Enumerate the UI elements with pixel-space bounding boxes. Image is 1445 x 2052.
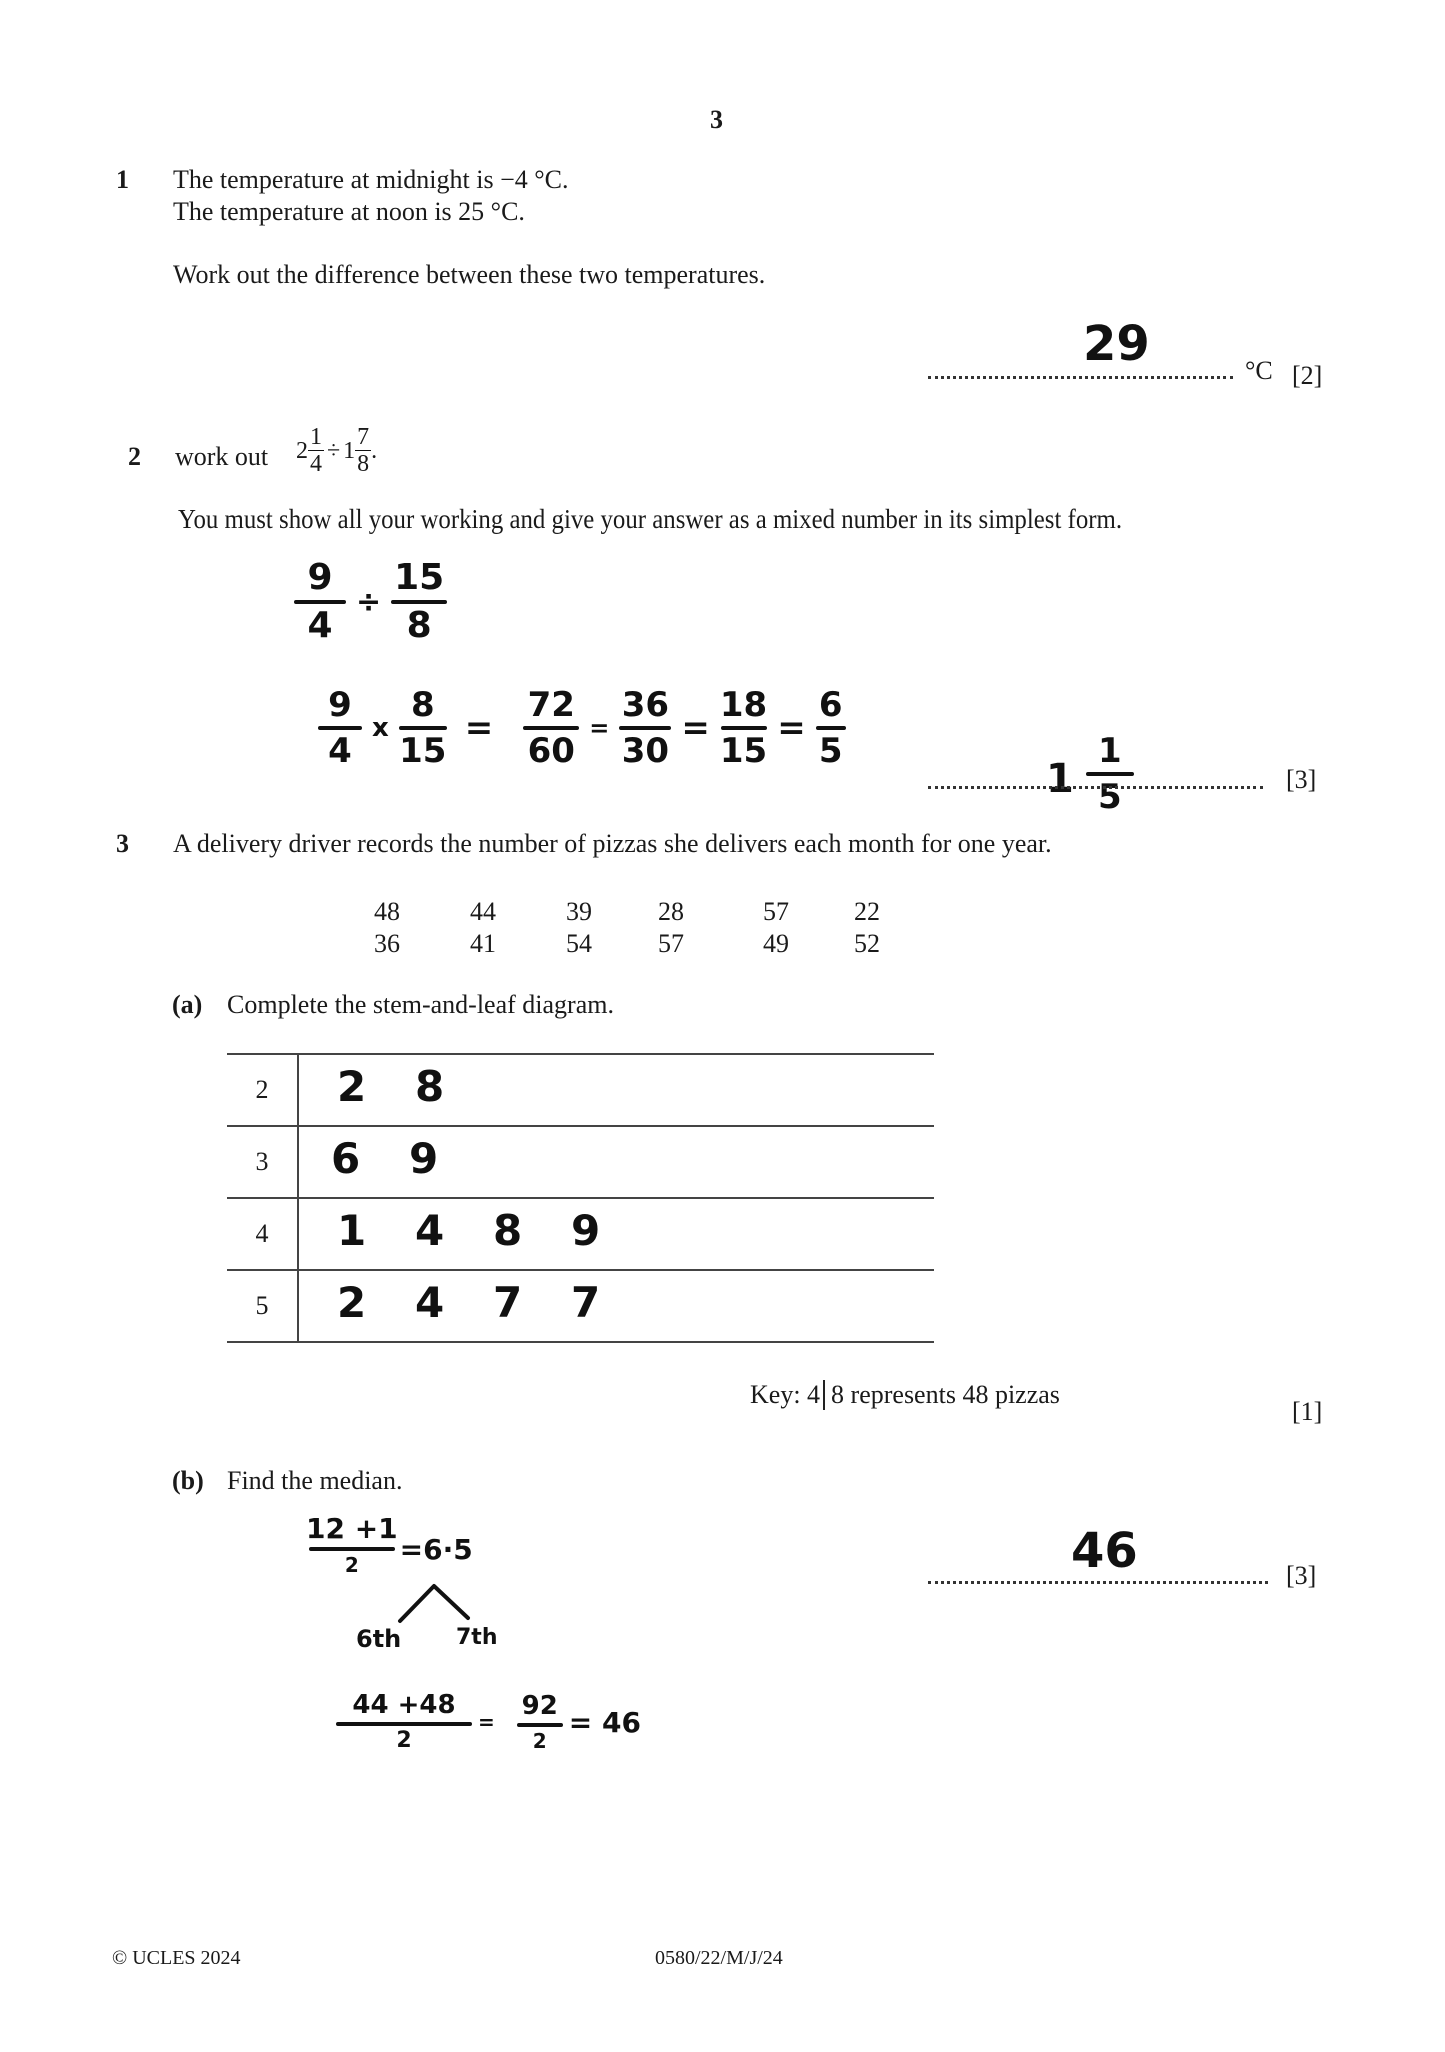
denominator: 8 bbox=[406, 605, 432, 646]
fraction-bar bbox=[517, 1723, 563, 1727]
data-value: 28 bbox=[658, 897, 684, 926]
data-value: 22 bbox=[854, 897, 880, 926]
data-value: 57 bbox=[763, 897, 789, 926]
hand-fraction bbox=[523, 685, 579, 771]
numerator: 18 bbox=[719, 685, 768, 725]
marks-label: [1] bbox=[1292, 1397, 1323, 1426]
data-value: 39 bbox=[566, 897, 592, 926]
fraction-bar bbox=[318, 726, 362, 730]
operator: = bbox=[777, 708, 806, 748]
denominator: 2 bbox=[532, 1729, 547, 1753]
hand-fraction bbox=[318, 685, 362, 771]
marks-label: [3] bbox=[1286, 1561, 1317, 1590]
operator: = bbox=[464, 708, 494, 748]
denominator: 15 bbox=[399, 731, 447, 771]
fraction-bar bbox=[336, 1722, 472, 1726]
leaf-cell[interactable] bbox=[298, 1270, 934, 1342]
part-label: (a) bbox=[172, 990, 203, 1019]
numerator: 1 bbox=[1098, 731, 1122, 771]
stem-value: 5 bbox=[227, 1270, 298, 1342]
denominator: 60 bbox=[527, 731, 575, 771]
numerator: 92 bbox=[521, 1691, 558, 1721]
stem-value: 3 bbox=[227, 1126, 298, 1198]
stem-value: 2 bbox=[227, 1054, 298, 1126]
stem-row bbox=[227, 1126, 934, 1198]
key-prefix: Key: 4 bbox=[750, 1380, 821, 1409]
fraction bbox=[308, 425, 324, 476]
mixed-whole: 1 bbox=[343, 437, 356, 464]
denominator: 2 bbox=[344, 1553, 359, 1577]
leaf-value: 8 bbox=[415, 1062, 445, 1111]
branch-right-label: 7th bbox=[456, 1625, 498, 1650]
answer-dotted-line bbox=[928, 1581, 1268, 1584]
question-text: A delivery driver records the number of pizzas she delivers each month for one year. bbox=[173, 829, 1052, 858]
numerator: 7 bbox=[357, 424, 370, 450]
numerator: 6 bbox=[818, 685, 843, 725]
denominator: 30 bbox=[621, 731, 670, 771]
stem-value: 4 bbox=[227, 1198, 298, 1270]
data-value: 54 bbox=[566, 929, 592, 958]
data-value: 52 bbox=[854, 929, 880, 958]
stem-row bbox=[227, 1270, 934, 1342]
stem-row bbox=[227, 1198, 934, 1270]
leaf-value: 6 bbox=[331, 1134, 361, 1183]
handwritten-answer bbox=[1046, 731, 1134, 817]
data-value: 36 bbox=[374, 929, 400, 958]
answer-dotted-line bbox=[928, 376, 1233, 379]
handwritten-working-line-1 bbox=[294, 557, 447, 646]
question-number: 3 bbox=[116, 829, 129, 858]
hand-fraction bbox=[517, 1693, 563, 1751]
leaf-value: 4 bbox=[415, 1278, 445, 1327]
fraction-bar bbox=[294, 600, 346, 604]
part-label: (b) bbox=[172, 1466, 204, 1495]
denominator: 15 bbox=[719, 731, 768, 771]
fraction-bar bbox=[523, 726, 579, 730]
answer-line[interactable] bbox=[928, 318, 1233, 378]
numerator: 15 bbox=[394, 557, 445, 598]
handwritten-answer: 29 bbox=[1083, 316, 1150, 372]
divide-operator: ÷ bbox=[327, 437, 341, 464]
key-suffix: 8 represents 48 pizzas bbox=[831, 1380, 1060, 1409]
stem-and-leaf-diagram bbox=[227, 1053, 934, 1343]
key-divider bbox=[823, 1380, 825, 1410]
hand-fraction bbox=[619, 685, 671, 771]
fraction-bar bbox=[391, 600, 447, 604]
footer-paper-code: 0580/22/M/J/24 bbox=[655, 1947, 783, 1969]
question-instruction: You must show all your working and give your answer as a mixed number in its simplest form. bbox=[178, 504, 1123, 534]
denominator: 2 bbox=[396, 1728, 412, 1753]
handwritten-answer: 46 bbox=[1071, 1523, 1138, 1579]
handwritten-working-line-2 bbox=[318, 685, 846, 771]
leaf-value: 7 bbox=[571, 1278, 601, 1327]
answer-line[interactable] bbox=[928, 1525, 1268, 1587]
numerator: 8 bbox=[410, 685, 435, 725]
hand-fraction bbox=[391, 557, 447, 646]
denominator: 4 bbox=[307, 605, 333, 646]
math-expression bbox=[296, 425, 377, 476]
numerator: 1 bbox=[310, 424, 322, 450]
hand-fraction bbox=[336, 1692, 472, 1752]
handwritten-median-calc bbox=[336, 1692, 641, 1752]
handwritten-median-position bbox=[306, 1512, 473, 1577]
fraction-bar bbox=[399, 726, 447, 730]
mixed-whole: 1 bbox=[1046, 756, 1074, 802]
hand-fraction bbox=[399, 685, 447, 771]
leaf-cell[interactable] bbox=[298, 1126, 934, 1198]
unit-label: °C bbox=[1245, 356, 1273, 385]
footer-copyright: © UCLES 2024 bbox=[112, 1947, 241, 1969]
hand-fraction bbox=[816, 685, 846, 771]
numerator: 36 bbox=[621, 685, 670, 725]
hand-fraction bbox=[294, 557, 346, 646]
leaf-value: 1 bbox=[337, 1206, 367, 1255]
part-instruction: Find the median. bbox=[227, 1466, 403, 1495]
branch-left-label: 6th bbox=[356, 1625, 402, 1653]
data-values bbox=[374, 896, 950, 960]
leaf-value: 7 bbox=[493, 1278, 523, 1327]
denominator: 5 bbox=[818, 731, 843, 771]
denominator: 8 bbox=[357, 451, 370, 477]
marks-label: [2] bbox=[1292, 361, 1323, 390]
stem-leaf-key bbox=[750, 1379, 1060, 1411]
result: =6·5 bbox=[399, 1532, 473, 1566]
denominator: 4 bbox=[310, 451, 322, 477]
leaf-value: 9 bbox=[409, 1134, 439, 1183]
leaf-value: 8 bbox=[493, 1206, 523, 1255]
question-number: 2 bbox=[128, 442, 141, 471]
leaf-cell[interactable] bbox=[298, 1054, 934, 1126]
data-value: 41 bbox=[470, 929, 496, 958]
leaf-value: 2 bbox=[337, 1278, 367, 1327]
operator: ÷ bbox=[356, 584, 382, 620]
operator: x bbox=[372, 713, 389, 743]
operator: = bbox=[589, 714, 610, 742]
answer-line[interactable] bbox=[928, 730, 1263, 817]
data-value: 44 bbox=[470, 897, 496, 926]
leaf-value: 2 bbox=[337, 1062, 367, 1111]
leaf-value: 4 bbox=[415, 1206, 445, 1255]
numerator: 44 +48 bbox=[352, 1690, 456, 1720]
data-value: 48 bbox=[374, 897, 400, 926]
period: . bbox=[371, 437, 378, 464]
numerator: 9 bbox=[328, 685, 352, 725]
question-instruction: Work out the difference between these two temperatures. bbox=[173, 260, 766, 289]
numerator: 9 bbox=[307, 557, 333, 598]
fraction bbox=[355, 425, 371, 476]
data-value: 49 bbox=[763, 929, 789, 958]
marks-label: [3] bbox=[1286, 765, 1317, 794]
part-instruction: Complete the stem-and-leaf diagram. bbox=[227, 990, 614, 1019]
question-prompt: work out bbox=[175, 442, 269, 471]
branch-lines bbox=[390, 1578, 480, 1628]
fraction-bar bbox=[816, 726, 846, 730]
fraction-bar bbox=[619, 726, 671, 730]
page-number: 3 bbox=[710, 105, 723, 134]
denominator: 5 bbox=[1098, 777, 1122, 817]
denominator: 4 bbox=[328, 731, 352, 771]
question-text-line: The temperature at midnight is −4 °C. bbox=[173, 165, 569, 194]
numerator: 72 bbox=[527, 685, 575, 725]
stem-row bbox=[227, 1054, 934, 1126]
operator: = bbox=[478, 1710, 495, 1734]
question-number: 1 bbox=[116, 165, 129, 194]
leaf-cell[interactable] bbox=[298, 1198, 934, 1270]
hand-fraction bbox=[1086, 731, 1134, 817]
fraction-bar bbox=[721, 726, 767, 730]
fraction-bar bbox=[1086, 772, 1134, 776]
answer-dotted-line bbox=[928, 786, 1263, 789]
fraction-bar bbox=[309, 1547, 395, 1551]
question-text-line: The temperature at noon is 25 °C. bbox=[173, 197, 525, 226]
numerator: 12 +1 bbox=[306, 1512, 398, 1545]
operator: = bbox=[681, 708, 710, 748]
hand-fraction bbox=[306, 1512, 398, 1577]
mixed-whole: 2 bbox=[296, 437, 308, 464]
leaf-value: 9 bbox=[571, 1206, 601, 1255]
hand-fraction bbox=[719, 685, 768, 771]
result: = 46 bbox=[568, 1705, 641, 1739]
data-value: 57 bbox=[658, 929, 684, 958]
